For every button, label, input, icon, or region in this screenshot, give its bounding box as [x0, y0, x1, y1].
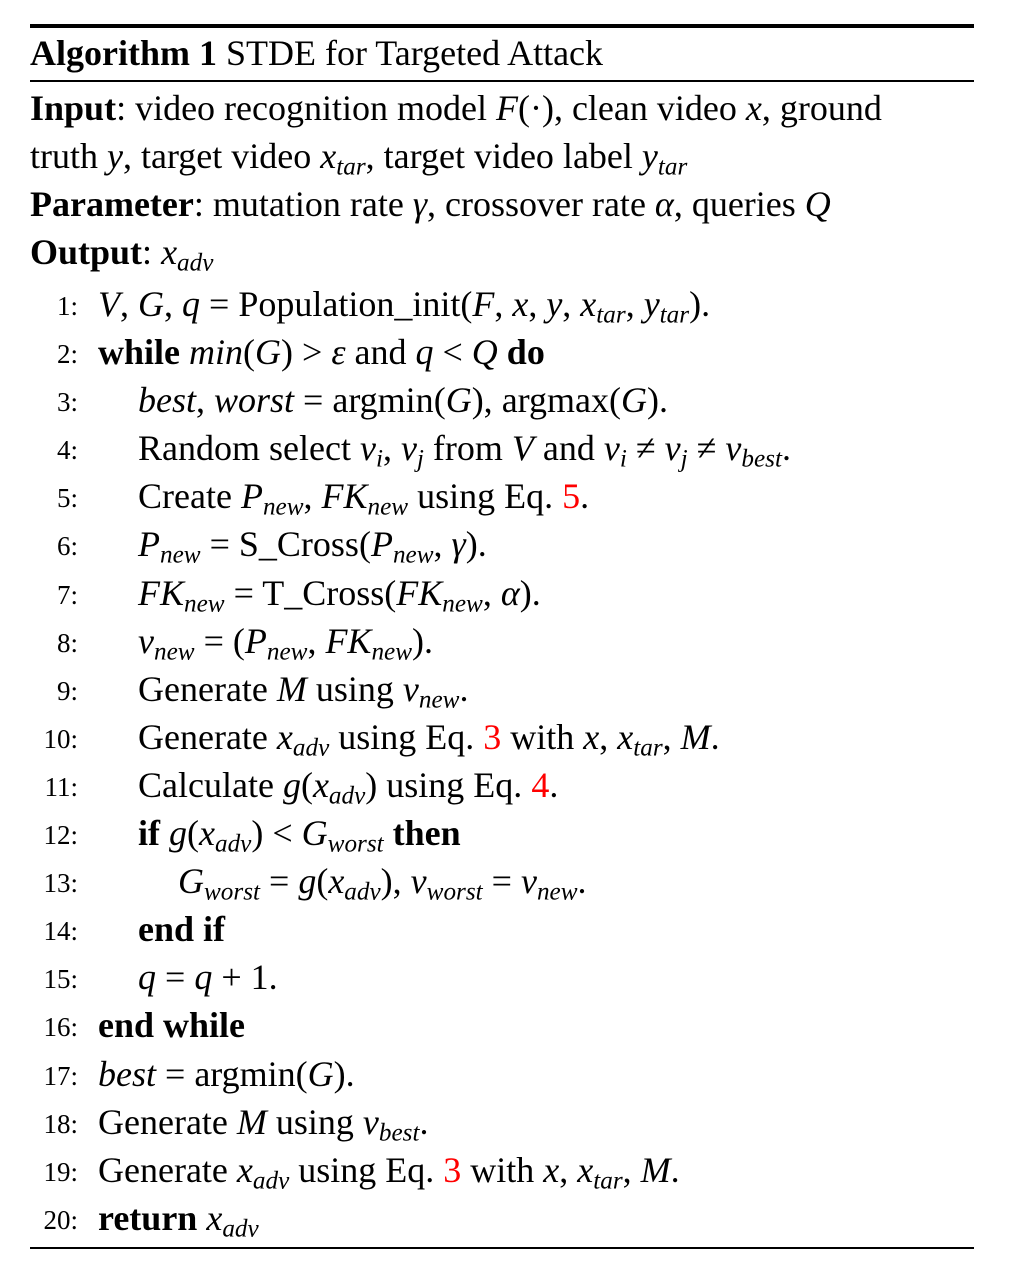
algorithm-box	[30, 24, 974, 1242]
algorithm-label: Algorithm 1	[30, 33, 217, 73]
line-number: 19:	[43, 1156, 78, 1187]
line-number: 9:	[56, 675, 78, 706]
input-spec: Input: video recognition model F(·), clean video x, ground truth y, target video $x_{tar}$, target video label $y_{tar}$	[30, 88, 882, 181]
step-19: 19: Generate $x_{adv}$ using Eq. 3 with x, $x_{tar}$, M.	[30, 1146, 974, 1194]
line-number: 5:	[56, 483, 78, 514]
step-20: 20: return $x_{adv}$	[30, 1194, 974, 1242]
step-17: 17: best = argmin(G).	[30, 1050, 974, 1098]
line-number: 12:	[43, 820, 78, 851]
line-number: 16:	[43, 1012, 78, 1043]
line-number: 15:	[43, 964, 78, 995]
step-14: 14: end if	[30, 905, 974, 953]
algorithm-steps	[30, 280, 974, 1242]
line-number: 7:	[56, 579, 78, 610]
bottom-rule	[30, 1247, 974, 1249]
algorithm-caption	[30, 28, 974, 80]
line-number: 2:	[56, 339, 78, 370]
step-10: 10: Generate $x_{adv}$ using Eq. 3 with x, $x_{tar}$, M.	[30, 713, 974, 761]
input-label: Input	[30, 88, 117, 128]
line-number: 3:	[56, 387, 78, 418]
step-12: 12: if $g(x_{adv}) < G_{worst}$ then	[30, 809, 974, 857]
line-number: 1:	[56, 291, 78, 321]
line-number: 4:	[56, 435, 78, 466]
step-4: 4: Random select $v_i$, $v_j$ from V and $v_i \ne v_j \ne v_{best}$.	[30, 424, 974, 472]
step-11: 11: Calculate $g(x_{adv})$ using Eq. 4.	[30, 761, 974, 809]
line-number: 18:	[43, 1108, 78, 1139]
step-7: 7: $FK_{new}$ = $T\_Cross(FK_{new}$, α).	[30, 569, 974, 617]
step-18: 18: Generate M using $v_{best}$.	[30, 1098, 974, 1146]
line-number: 8:	[56, 627, 78, 658]
step-9: 9: Generate M using $v_{new}$.	[30, 665, 974, 713]
step-6: 6: $P_{new}$ = $S\_Cross(P_{new}$, γ).	[30, 520, 974, 568]
step-2: 2: while min(G) > ε and q < Q do	[30, 328, 974, 376]
output-spec: Output: $x_{adv}$	[30, 232, 214, 277]
parameter-spec: Parameter: mutation rate γ, crossover rate α, queries Q	[30, 184, 831, 224]
step-8: 8: $v_{new} = (P_{new}$, $FK_{new}$).	[30, 617, 974, 665]
output-label: Output	[30, 232, 143, 272]
equation-3-link[interactable]: 3	[483, 716, 502, 757]
parameter-label: Parameter	[30, 184, 194, 224]
line-number: 6:	[56, 531, 78, 562]
step-5: 5: Create $P_{new}$, $FK_{new}$ using Eq. 5.	[30, 472, 974, 520]
line-number: 20:	[43, 1204, 78, 1235]
step-3: 3: best, worst = argmin(G), argmax(G).	[30, 376, 974, 424]
step-15: 15: q = q + 1.	[30, 953, 974, 1001]
equation-3-link[interactable]: 3	[443, 1149, 462, 1190]
step-13: 13: $G_{worst} = g(x_{adv})$, $v_{worst} = v_{new}$.	[30, 857, 974, 905]
step-16: 16: end while	[30, 1001, 974, 1049]
line-number: 10:	[43, 723, 78, 754]
step-1: 1: V, G, q = Population_init(F, x, y, $x_{tar}$, $y_{tar}$).	[30, 280, 974, 328]
equation-5-link[interactable]: 5	[562, 476, 581, 517]
line-number: 13:	[43, 868, 78, 899]
algorithm-title: STDE for Targeted Attack	[225, 33, 604, 73]
caption-rule	[30, 80, 974, 82]
line-number: 17:	[43, 1060, 78, 1091]
equation-4-link[interactable]: 4	[531, 764, 550, 805]
line-number: 11:	[44, 771, 78, 802]
line-number: 14:	[43, 916, 78, 947]
